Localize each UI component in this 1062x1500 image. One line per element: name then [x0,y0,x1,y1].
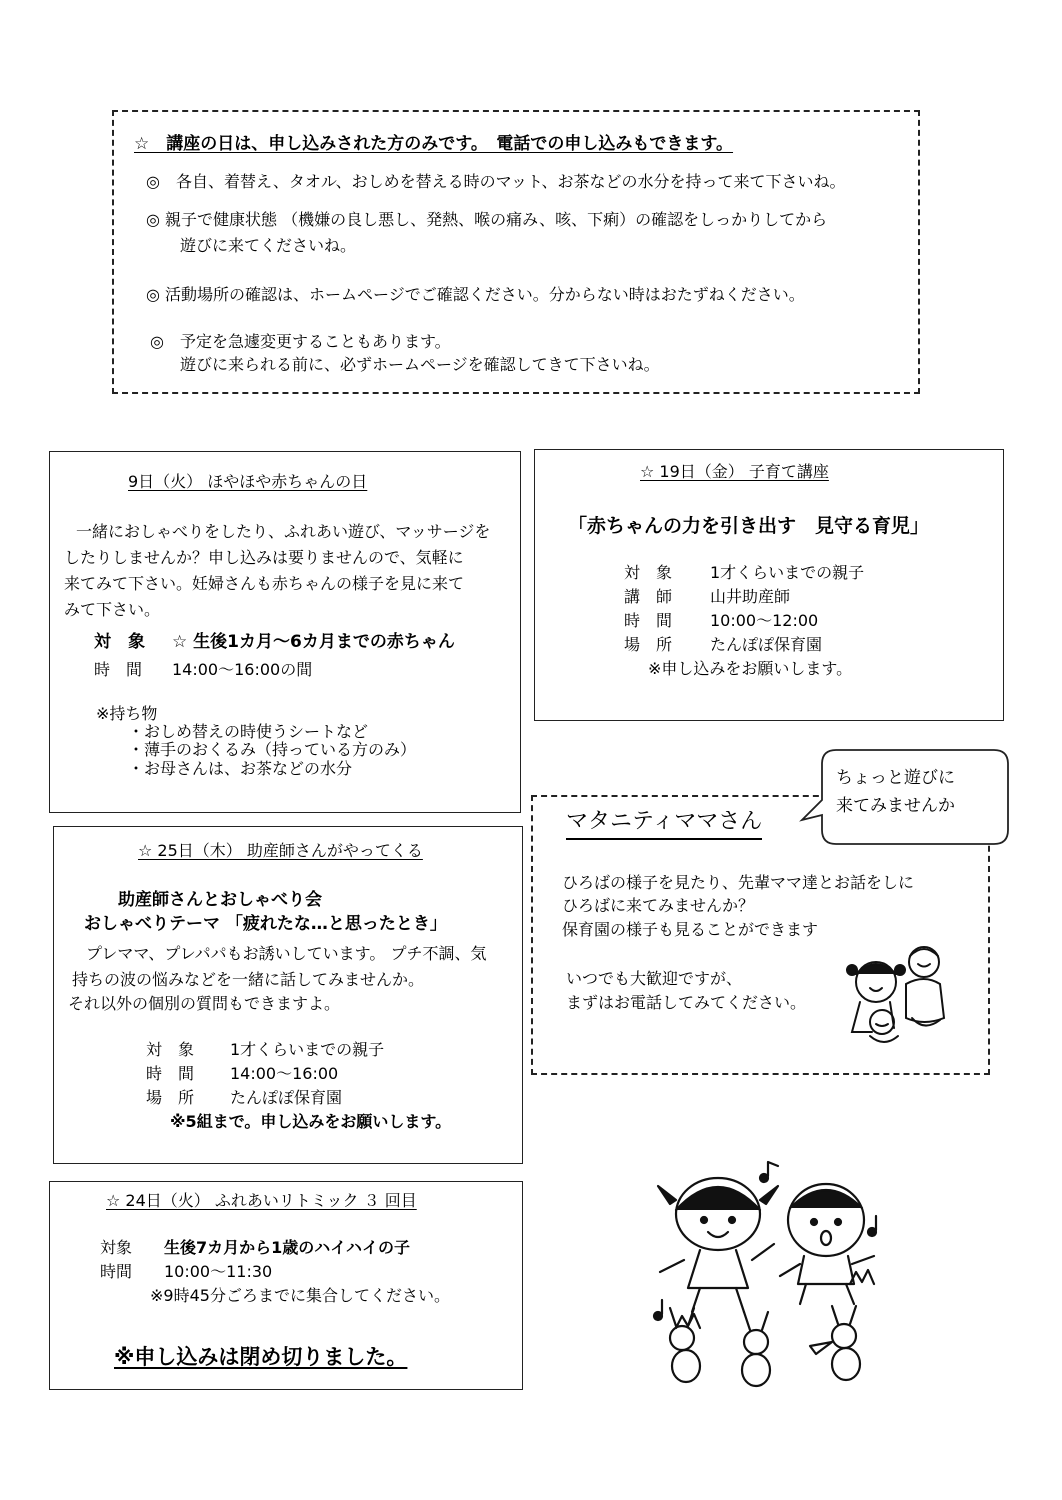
hoyahoya-time-label: 時 間 [94,660,143,679]
maternity-body-3: 保育園の様子も見ることができます [562,920,819,939]
rhythmic-row-1-value: 生後7カ月から1歳のハイハイの子 [164,1238,410,1257]
hoyahoya-body-2: したりしませんか？申し込みは要りませんので、気軽に [64,548,464,567]
children-illustration-icon [832,940,952,1050]
notice-item-4: ◎ 予定を急遽変更することもあります。 [150,332,451,351]
kosodate-note: ※申し込みをお願いします。 [648,659,853,678]
kosodate-title: ☆ 19日（金） 子育て講座 [640,462,829,481]
hoyahoya-body-1: 一緒におしゃべりをしたり、ふれあい遊び、マッサージを [76,522,491,541]
hoyahoya-title: 9日（火） ほやほや赤ちゃんの日 [128,472,368,491]
kosodate-row-4-value: たんぽぽ保育園 [710,635,823,654]
maternity-title: マタニティママさん [566,808,762,840]
hoyahoya-items-title: ※持ち物 [96,704,158,723]
kosodate-row-3-value: 10:00～12:00 [710,611,819,630]
notice-item-2b: 遊びに来てくださいね。 [180,236,357,255]
notice-item-4b: 遊びに来られる前に、必ずホームページを確認してきて下さいね。 [180,355,660,374]
rhythmic-closed: ※申し込みは閉め切りました。 [114,1345,408,1369]
hoyahoya-body-3: 来てみて下さい。妊婦さんも赤ちゃんの様子を見に来て [64,574,465,593]
josanshi-title: ☆ 25日（木） 助産師さんがやってくる [138,841,423,860]
josanshi-body-1: プレママ、プレパパもお誘いしています。 プチ不調、気 [86,944,487,963]
kosodate-row-2-label: 講 師 [624,587,673,606]
bubble-line-2: 来てみませんか [836,796,955,816]
josanshi-row-1-value: 1才くらいまでの親子 [230,1040,385,1059]
kosodate-row-3-label: 時 間 [624,611,673,630]
hoyahoya-target-value: ☆ 生後1カ月～6カ月までの赤ちゃん [172,632,455,652]
rhythmic-row-1-label: 対象 [100,1238,133,1257]
rhythmic-title: ☆ 24日（火） ふれあいリトミック ３ 回目 [106,1191,417,1210]
notice-item-2: ◎ 親子で健康状態 （機嫌の良し悪し、発熱、喉の痛み、咳、下痢）の確認をしっかりしてから [146,210,828,229]
notice-header: ☆ 講座の日は、申し込みされた方のみです。 電話での申し込みもできます。 [134,134,734,154]
rhythmic-row-2-label: 時間 [100,1262,133,1281]
hoyahoya-item-2: ・薄手のおくるみ（持っている方のみ） [128,740,417,759]
bubble-line-1: ちょっと遊びに [836,768,955,788]
rhythmic-row-2-value: 10:00～11:30 [164,1262,273,1281]
kosodate-row-4-label: 場 所 [624,635,673,654]
notice-item-3: ◎ 活動場所の確認は、ホームページでご確認ください。分からない時はおたずねください。 [146,285,805,304]
josanshi-body-3: それ以外の個別の質問もできますよ。 [68,994,341,1013]
hoyahoya-target-label: 対 象 [94,632,145,652]
hoyahoya-item-1: ・おしめ替えの時使うシートなど [128,722,369,741]
maternity-body-2: ひろばに来てみませんか？ [562,896,755,915]
kosodate-row-1-value: 1才くらいまでの親子 [710,563,865,582]
kosodate-headline: 「赤ちゃんの力を引き出す 見守る育児」 [568,515,930,537]
josanshi-row-3-label: 場 所 [146,1088,195,1107]
josanshi-body-2: 持ちの波の悩みなどを一緒に話してみませんか。 [72,970,425,989]
notice-item-1: ◎ 各自、着替え、タオル、おしめを替える時のマット、お茶などの水分を持って来て下さいね。 [146,172,846,191]
maternity-body-1: ひろばの様子を見たり、先輩ママ達とお話をしに [562,873,915,892]
maternity-body2-1: いつでも大歓迎ですが、 [566,969,743,988]
dancing-kids-illustration-icon [640,1160,900,1390]
maternity-body2-2: まずはお電話してみてください。 [566,993,807,1012]
kosodate-row-2-value: 山井助産師 [710,587,791,606]
josanshi-row-2-value: 14:00～16:00 [230,1064,339,1083]
rhythmic-note: ※9時45分ごろまでに集合してください。 [150,1286,450,1305]
hoyahoya-item-3: ・お母さんは、お茶などの水分 [128,759,353,778]
josanshi-sub2: おしゃべりテーマ 「疲れたな…と思ったとき」 [84,914,447,934]
josanshi-row-2-label: 時 間 [146,1064,195,1083]
kosodate-row-1-label: 対 象 [624,563,673,582]
josanshi-sub1: 助産師さんとおしゃべり会 [118,890,322,910]
josanshi-row-1-label: 対 象 [146,1040,195,1059]
josanshi-row-3-value: たんぽぽ保育園 [230,1088,343,1107]
hoyahoya-body-4: みて下さい。 [64,600,161,619]
hoyahoya-time-value: 14:00～16:00の間 [172,660,313,679]
josanshi-note: ※5組まで。申し込みをお願いします。 [170,1112,452,1131]
